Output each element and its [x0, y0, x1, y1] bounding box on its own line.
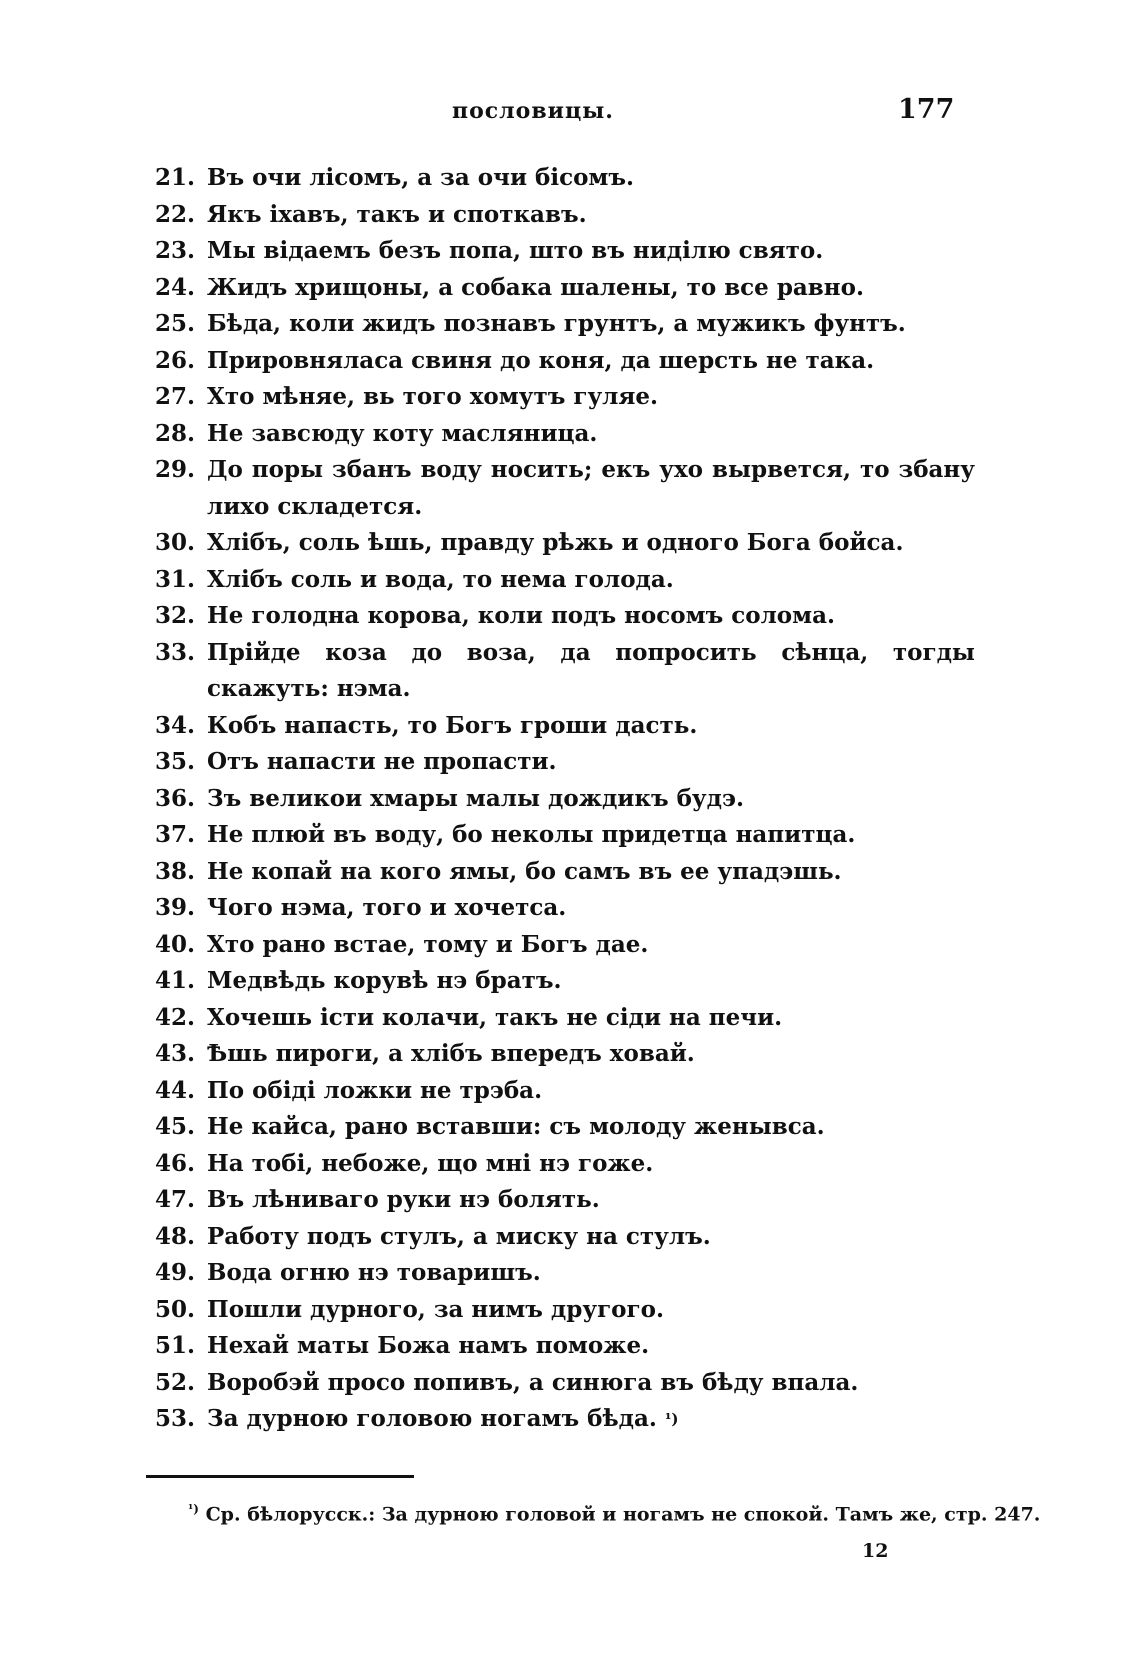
proverb-text: Чого нэма, того и хочетса.	[207, 894, 567, 921]
proverb-text: Не плюй въ воду, бо неколы придетца напитца.	[207, 821, 856, 848]
running-header-title: пословицы.	[452, 98, 614, 124]
proverb-item	[155, 270, 975, 307]
proverb-number: 33.	[155, 638, 196, 666]
proverb-number: 37.	[155, 821, 196, 848]
proverb-number: 44.	[155, 1076, 196, 1104]
proverb-item	[155, 525, 975, 562]
proverb-number: 31.	[155, 565, 196, 593]
proverb-item	[155, 379, 975, 416]
proverb-text: Работу подъ стулъ, а миску на стулъ.	[207, 1222, 711, 1250]
proverb-text: Кобъ напасть, то Богъ гроши дасть.	[207, 711, 698, 739]
proverb-item	[155, 452, 975, 525]
proverb-text: За дурною головою ногамъ бѣда.	[207, 1405, 657, 1432]
proverb-item	[155, 1036, 975, 1073]
proverb-number: 30.	[155, 529, 196, 556]
proverb-text: Воробэй просо попивъ, а синюга въ бѣду впала.	[207, 1368, 859, 1396]
proverb-text: Нехай маты Божа намъ поможе.	[207, 1332, 650, 1359]
proverb-text: На тобі, небоже, що мні нэ гоже.	[207, 1149, 654, 1177]
footnote-divider	[146, 1475, 414, 1478]
proverb-item	[155, 817, 975, 854]
proverb-number: 21.	[155, 164, 196, 191]
proverb-text: Хлібъ соль и вода, то нема голода.	[207, 565, 674, 593]
proverb-text: Прійде коза до воза, да попросить сѣнца, тогды скажуть: нэма.	[207, 638, 975, 702]
signature-mark: 12	[862, 1540, 889, 1562]
proverb-text: Прировнялаcа свиня до коня, да шерсть не така.	[207, 346, 875, 374]
proverb-number: 51.	[155, 1332, 196, 1359]
proverb-number: 32.	[155, 602, 196, 629]
footnote-reference: ¹)	[664, 1410, 679, 1428]
proverb-text: Жидъ хрищоны, а собака шалены, то все равно.	[207, 273, 864, 301]
proverb-item	[155, 598, 975, 635]
proverb-text: Въ лѣниваго руки нэ болять.	[207, 1186, 600, 1213]
proverb-number: 43.	[155, 1040, 196, 1067]
proverb-item	[155, 1255, 975, 1292]
proverb-text: Хочешь істи колачи, такъ не сіди на печи.	[207, 1003, 783, 1031]
proverb-number: 36.	[155, 784, 196, 812]
proverb-text: Не копай на кого ямы, бо самъ въ ее упадэшь.	[207, 857, 842, 885]
proverb-list	[155, 160, 975, 1438]
proverb-number: 40.	[155, 930, 196, 958]
proverb-item	[155, 1328, 975, 1365]
proverb-text: Хлібъ, соль ѣшь, правду рѣжь и одного Бога бойса.	[207, 529, 904, 556]
proverb-text: Ѣшь пироги, а хлібъ впередъ ховай.	[207, 1040, 695, 1067]
proverb-item	[155, 1401, 975, 1438]
proverb-number: 22.	[155, 200, 196, 228]
proverb-number: 24.	[155, 273, 196, 301]
proverb-number: 49.	[155, 1259, 196, 1286]
proverb-number: 47.	[155, 1186, 196, 1213]
footnote-text: Ср. бѣлорусск.: За дурною головой и ногамъ не спокой. Тамъ же, стр. 247.	[205, 1503, 1041, 1526]
proverb-number: 42.	[155, 1003, 196, 1031]
proverb-number: 46.	[155, 1149, 196, 1177]
proverb-text: Отъ напасти не пропасти.	[207, 748, 557, 775]
proverb-text: Вода огню нэ товаришъ.	[207, 1259, 541, 1286]
proverb-text: Медвѣдь корувѣ нэ братъ.	[207, 967, 562, 994]
proverb-number: 25.	[155, 310, 196, 337]
proverb-number: 28.	[155, 419, 196, 447]
proverb-number: 39.	[155, 894, 196, 921]
page-number: 177	[898, 94, 955, 125]
proverb-text: Якъ іхавъ, такъ и споткавъ.	[207, 200, 587, 228]
proverb-number: 23.	[155, 237, 196, 264]
proverb-text: До поры збанъ воду носить; екъ ухо вырвется, то збану лихо складется.	[207, 456, 975, 520]
footnote	[188, 1502, 1040, 1525]
footnote-mark: ¹)	[188, 1502, 199, 1516]
proverb-text: Не кайса, рано вставши: съ молоду женывса.	[207, 1113, 825, 1140]
proverb-text: Хто рано встае, тому и Богъ дае.	[207, 930, 649, 958]
proverb-item	[155, 854, 975, 891]
proverb-number: 53.	[155, 1405, 196, 1432]
proverb-item	[155, 416, 975, 453]
proverb-text: Въ очи лісомъ, а за очи бісомъ.	[207, 164, 635, 191]
proverb-number: 26.	[155, 346, 196, 374]
proverb-number: 50.	[155, 1295, 196, 1323]
proverb-item	[155, 343, 975, 380]
proverb-text: Не голодна корова, коли подъ носомъ солома.	[207, 602, 836, 629]
proverb-text: Хто мѣняе, вь того хомутъ гуляе.	[207, 383, 659, 410]
proverb-item	[155, 160, 975, 197]
proverb-item	[155, 1219, 975, 1256]
proverb-item	[155, 233, 975, 270]
proverb-item	[155, 927, 975, 964]
proverb-item	[155, 1073, 975, 1110]
proverb-item	[155, 1292, 975, 1329]
proverb-number: 38.	[155, 857, 196, 885]
proverb-item	[155, 1000, 975, 1037]
proverb-number: 27.	[155, 383, 196, 410]
proverb-item	[155, 963, 975, 1000]
proverb-item	[155, 1146, 975, 1183]
proverb-item	[155, 890, 975, 927]
proverb-item	[155, 1182, 975, 1219]
proverb-text: Бѣда, коли жидъ познавъ грунтъ, а мужикъ фунтъ.	[207, 310, 906, 337]
proverb-item	[155, 781, 975, 818]
proverb-item	[155, 306, 975, 343]
proverb-item	[155, 1365, 975, 1402]
proverb-number: 34.	[155, 711, 196, 739]
proverb-item	[155, 744, 975, 781]
proverb-number: 41.	[155, 967, 196, 994]
proverb-item	[155, 562, 975, 599]
proverb-number: 29.	[155, 456, 196, 483]
proverb-text: Не завсюду коту масляница.	[207, 419, 598, 447]
proverb-item	[155, 197, 975, 234]
proverb-text: Зъ великои хмары малы дождикъ будэ.	[207, 784, 744, 812]
proverb-number: 52.	[155, 1368, 196, 1396]
proverb-number: 35.	[155, 748, 196, 775]
proverb-item	[155, 1109, 975, 1146]
proverb-text: По обіді ложки не трэба.	[207, 1076, 543, 1104]
proverb-text: Пошли дурного, за нимъ другого.	[207, 1295, 664, 1323]
proverb-number: 48.	[155, 1222, 196, 1250]
proverb-text: Мы відаемъ безъ попа, што въ ниділю свято.	[207, 237, 824, 264]
proverb-item	[155, 708, 975, 745]
proverb-item	[155, 635, 975, 708]
proverb-number: 45.	[155, 1113, 196, 1140]
